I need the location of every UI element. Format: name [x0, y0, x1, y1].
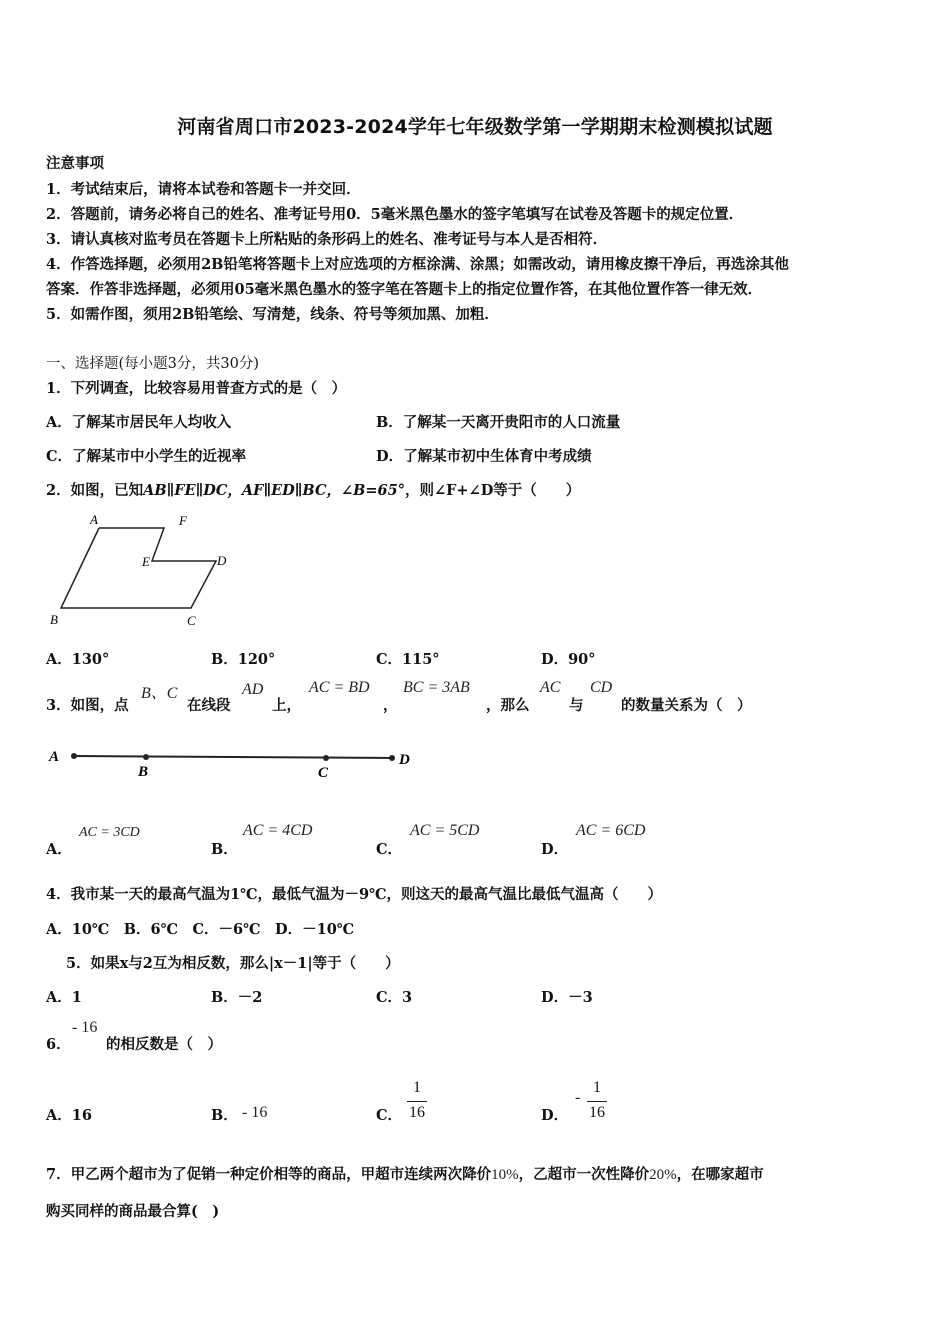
q3-point-d [389, 755, 395, 761]
q7-text-3: ，在哪家超市 [676, 1166, 764, 1183]
q3-math-1: B、C [141, 685, 178, 702]
q2-label-d: D [217, 553, 227, 568]
q3-option-c-math: AC = 5CD [410, 822, 480, 839]
q4-options: A．10℃ B．6℃ C．－6℃ D．－10℃ [46, 921, 355, 938]
q6-stem: 的相反数是（ ） [106, 1036, 222, 1053]
q2-stem-post: ，则∠F+∠D等于（ ） [404, 482, 581, 499]
question-1-stem: 1．下列调查，比较容易用普查方式的是（ ） [46, 380, 347, 397]
q3-option-d-math: AC = 6CD [576, 822, 646, 839]
q3-option-b-math: AC = 4CD [243, 822, 313, 839]
q1-option-a: A．了解某市居民年人均收入 [46, 414, 232, 431]
q6-c-fraction-bar [407, 1101, 427, 1102]
q2-option-c: C．115° [376, 651, 440, 668]
q6-d-numerator: 1 [593, 1079, 601, 1096]
q3-option-c-label: C． [376, 841, 403, 858]
q3-stem-text-2: 在线段 [187, 697, 231, 714]
q3-stem-text-5: ，那么 [486, 697, 530, 714]
q3-segment [74, 756, 392, 758]
q6-d-fraction-bar [587, 1101, 607, 1102]
q2-label-e: E [142, 554, 150, 569]
notice-item: 4．作答选择题，必须用2B铅笔将答题卡上对应选项的方框涂满、涂黑；如需改动，请用橡皮擦干净后，再选涂其他 [46, 256, 789, 273]
notice-heading: 注意事项 [46, 155, 104, 172]
q6-option-b-label: B． [211, 1107, 238, 1124]
q2-option-b: B．120° [211, 651, 276, 668]
q3-label-d: D [399, 752, 410, 768]
q5-option-b: B．－2 [211, 989, 263, 1006]
q2-figure-lines [61, 528, 216, 608]
q3-label-a: A [49, 749, 60, 765]
q5-option-d: D．－3 [541, 989, 593, 1006]
q3-math-3: AC = BD [309, 679, 370, 696]
q3-option-b-label: B． [211, 841, 238, 858]
q2-stem-pre: 2．如图，已知 [46, 482, 144, 499]
question-7-line-1 [46, 1163, 764, 1184]
q6-option-b-math: - 16 [242, 1104, 268, 1121]
notice-item: 2．答题前，请务必将自己的姓名、准考证号用0．5毫米黑色墨水的签字笔填写在试卷及答题卡的规定位置． [46, 206, 744, 223]
q3-figure [44, 740, 424, 785]
q3-point-b [143, 754, 149, 760]
q5-option-c: C．3 [376, 989, 413, 1006]
q6-d-denominator: 16 [589, 1104, 605, 1121]
q3-option-a-label: A． [46, 841, 72, 858]
notice-item: 答案．作答非选择题，必须用05毫米黑色墨水的签字笔在答题卡上的指定位置作答，在其他位置作答一律无效． [46, 281, 763, 298]
q7-text-2: ，乙超市一次性降价 [518, 1166, 650, 1183]
notice-item: 3．请认真核对监考员在答题卡上所粘贴的条形码上的姓名、准考证号与本人是否相符． [46, 231, 608, 248]
notice-item: 5．如需作图，须用2B铅笔绘、写清楚，线条、符号等须加黑、加粗． [46, 306, 499, 323]
q2-figure [44, 508, 244, 633]
q6-c-denominator: 16 [409, 1104, 425, 1121]
q1-option-d: D．了解某市初中生体育中考成绩 [376, 448, 592, 465]
q2-option-d: D．90° [541, 651, 596, 668]
q2-label-a: A [90, 512, 98, 527]
q3-stem-text-7: 的数量关系为（ ） [621, 697, 752, 714]
question-5-stem: 5．如果x与2互为相反数，那么|x－1|等于（ ） [66, 955, 400, 972]
q1-option-c: C．了解某市中小学生的近视率 [46, 448, 247, 465]
q1-option-b: B．了解某一天离开贵阳市的人口流量 [376, 414, 621, 431]
q3-point-a [71, 753, 77, 759]
q2-label-c: C [187, 613, 196, 628]
q5-option-a: A．1 [46, 989, 82, 1006]
q7-math-1: 10% [491, 1167, 519, 1183]
q3-label-c: C [318, 765, 329, 781]
q6-math: - 16 [72, 1019, 98, 1036]
page-title: 河南省周口市2023-2024学年七年级数学第一学期期末检测模拟试题 [177, 116, 773, 138]
q3-math-5: AC [540, 679, 561, 696]
notice-item: 1．考试结束后，请将本试卷和答题卡一并交回． [46, 181, 361, 198]
question-7-line-2: 购买同样的商品最合算( ) [46, 1203, 220, 1220]
q3-option-d-label: D． [541, 841, 569, 858]
q3-math-2: AD [242, 681, 264, 698]
q6-option-a: A．16 [46, 1107, 92, 1124]
q7-math-2: 20% [649, 1167, 677, 1183]
question-4-stem: 4．我市某一天的最高气温为1℃，最低气温为－9℃，则这天的最高气温比最低气温高（ ） [46, 886, 663, 903]
q6-option-d-label: D． [541, 1107, 569, 1124]
q3-math-4: BC = 3AB [403, 679, 470, 696]
q3-option-a-math: AC = 3CD [79, 825, 140, 840]
q2-option-a: A．130° [46, 651, 110, 668]
q2-label-f: F [179, 513, 187, 528]
q3-math-6: CD [590, 679, 613, 696]
q6-c-numerator: 1 [413, 1079, 421, 1096]
q6-option-c-label: C． [376, 1107, 403, 1124]
q6-number: 6． [46, 1036, 71, 1053]
q3-stem-text-4: ， [383, 697, 398, 714]
q3-stem-text-6: 与 [569, 697, 584, 714]
q2-stem-math: AB∥FE∥DC，AF∥ED∥BC，∠B=65° [143, 482, 405, 499]
q6-d-sign: - [575, 1089, 581, 1106]
q3-stem-text-1: 3．如图，点 [46, 697, 129, 714]
q3-label-b: B [138, 764, 149, 780]
question-2-stem [46, 479, 580, 500]
q3-point-c [323, 755, 329, 761]
q3-stem-text-3: 上， [272, 697, 301, 714]
q2-label-b: B [50, 612, 58, 627]
q7-text-1: 7．甲乙两个超市为了促销一种定价相等的商品，甲超市连续两次降价 [46, 1166, 492, 1183]
section-heading: 一、选择题(每小题3分，共30分) [46, 356, 259, 372]
